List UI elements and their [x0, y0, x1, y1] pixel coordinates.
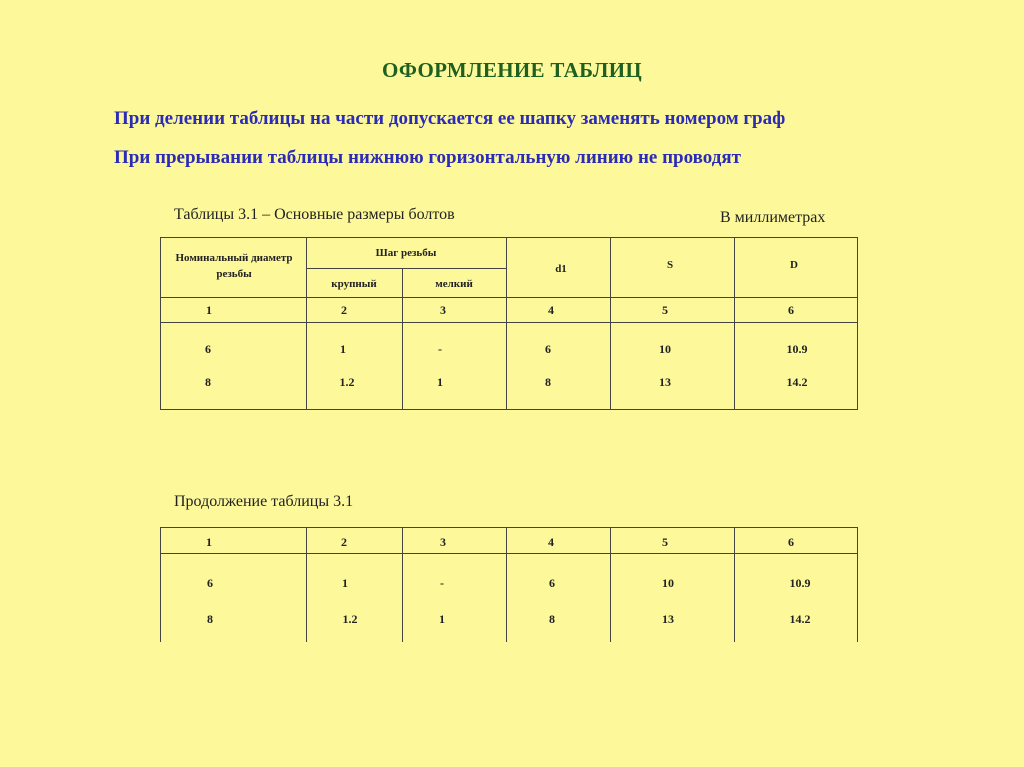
table1-col-divider: [506, 237, 507, 410]
table-cell: 6: [205, 342, 211, 356]
header-coarse: крупный: [331, 278, 377, 290]
table-cell: 8: [545, 375, 551, 389]
column-number: 5: [662, 303, 668, 317]
table1-header-bottom-border: [160, 297, 858, 298]
table-cell: 6: [549, 576, 555, 590]
table-cell: 1: [340, 342, 346, 356]
table-cell: 10.9: [789, 576, 811, 590]
table1-pitch-divider: [306, 268, 506, 269]
header-d: D: [790, 259, 798, 271]
table-cell: 10: [659, 342, 671, 356]
table-cell: 6: [207, 576, 213, 590]
column-number: 1: [206, 303, 212, 317]
header-thread-pitch: Шаг резьбы: [375, 247, 437, 259]
table2-col-divider: [506, 527, 507, 642]
table2-right-border: [857, 527, 858, 642]
table1-caption: Таблицы 3.1 – Основные размеры болтов: [174, 206, 455, 223]
column-number: 4: [548, 303, 554, 317]
table2-caption: Продолжение таблицы 3.1: [174, 493, 354, 510]
table-cell: 10: [662, 576, 674, 590]
table1-numbers-bottom-border: [160, 322, 858, 323]
table1-top-border: [160, 237, 858, 238]
table2-col-divider: [610, 527, 611, 642]
table-cell: 14.2: [789, 612, 811, 626]
table-cell: 1.2: [342, 612, 358, 626]
column-number: 6: [788, 303, 794, 317]
rule-header-replacement: При делении таблицы на части допускается ее шапку заменять номером граф: [114, 108, 786, 129]
table-cell: 10.9: [786, 342, 808, 356]
table-cell: 1: [437, 375, 443, 389]
column-number: 3: [440, 303, 446, 317]
table-cell: 8: [207, 612, 213, 626]
column-number: 6: [788, 535, 794, 549]
column-number: 5: [662, 535, 668, 549]
table-cell: -: [440, 576, 444, 590]
table-cell: 1.2: [339, 375, 355, 389]
table2-col-divider: [306, 527, 307, 642]
table-cell: 13: [659, 375, 671, 389]
table2-numbers-bottom-border: [160, 553, 858, 554]
rule-no-bottom-line: При прерывании таблицы нижнюю горизонтальную линию не проводят: [114, 147, 741, 168]
table-cell: 6: [545, 342, 551, 356]
column-number: 2: [341, 303, 347, 317]
table1-left-border: [160, 237, 161, 410]
column-number: 1: [206, 535, 212, 549]
header-nominal-diameter: Номинальный диаметр резьбы: [175, 252, 293, 280]
table-cell: 14.2: [786, 375, 808, 389]
table1-col-divider: [734, 237, 735, 410]
table2-col-divider: [734, 527, 735, 642]
table-cell: 8: [205, 375, 211, 389]
table1-right-border: [857, 237, 858, 410]
table1-col-divider: [610, 237, 611, 410]
table2-left-border: [160, 527, 161, 642]
table-cell: -: [438, 342, 442, 356]
table2-col-divider: [402, 527, 403, 642]
table1-units: В миллиметрах: [720, 209, 826, 226]
table1-col-divider: [306, 237, 307, 410]
table1-bottom-border: [160, 409, 858, 410]
table-cell: 8: [549, 612, 555, 626]
page-title: ОФОРМЛЕНИЕ ТАБЛИЦ: [382, 58, 642, 82]
header-fine: мелкий: [435, 278, 473, 290]
column-number: 4: [548, 535, 554, 549]
table2-top-border: [160, 527, 858, 528]
header-d1: d1: [555, 263, 567, 275]
column-number: 3: [440, 535, 446, 549]
header-s: S: [666, 259, 674, 271]
column-number: 2: [341, 535, 347, 549]
table-cell: 1: [342, 576, 348, 590]
table-cell: 1: [439, 612, 445, 626]
table-cell: 13: [662, 612, 674, 626]
